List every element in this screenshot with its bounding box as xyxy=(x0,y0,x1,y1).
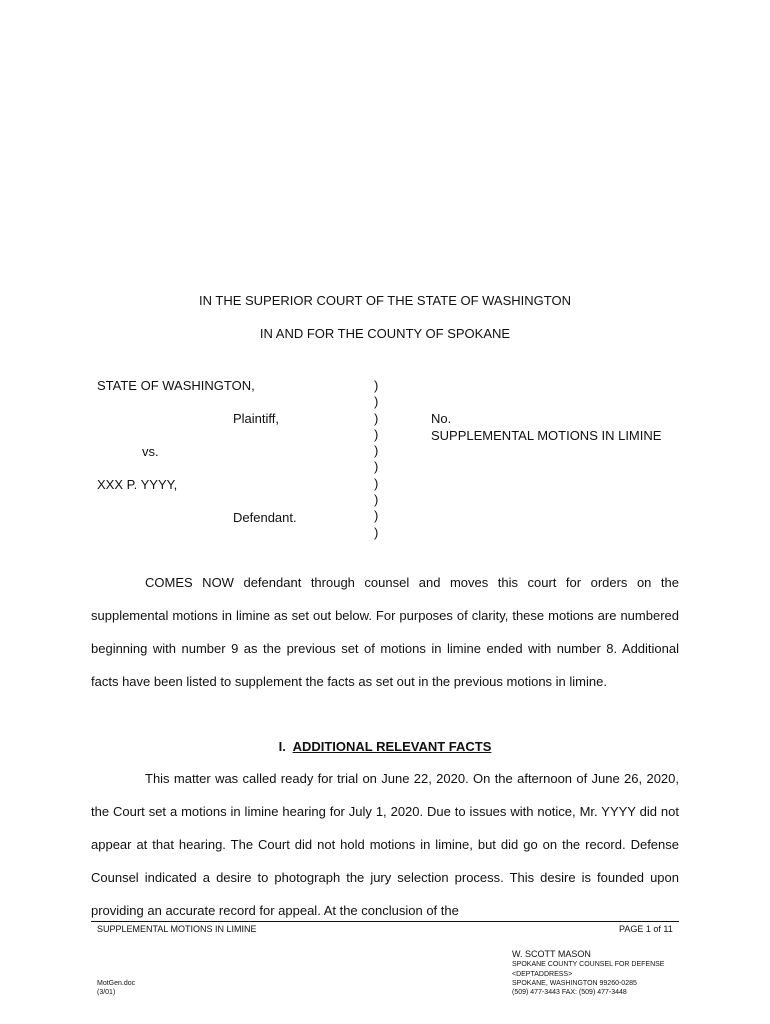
footer-doc-title: SUPPLEMENTAL MOTIONS IN LIMINE xyxy=(97,924,257,934)
attorney-name: W. SCOTT MASON xyxy=(512,949,591,959)
office-department: <DEPTADDRESS> xyxy=(512,971,573,978)
section-number: I. xyxy=(278,739,286,754)
plaintiff-label: Plaintiff, xyxy=(233,411,280,426)
office-name: SPOKANE COUNTY COUNSEL FOR DEFENSE xyxy=(512,961,665,968)
revision-date: (3/01) xyxy=(97,989,116,996)
caption-paren: ) xyxy=(374,492,379,508)
caption-divider xyxy=(374,378,378,541)
section-heading xyxy=(0,739,770,754)
caption-paren: ) xyxy=(374,394,379,410)
caption-paren: ) xyxy=(374,508,379,524)
caption-paren: ) xyxy=(374,475,379,491)
section-title: ADDITIONAL RELEVANT FACTS xyxy=(292,739,492,754)
intro-paragraph: COMES NOW defendant through counsel and moves this court for orders on the supplemental motions in limine as set out below. For purposes of clarity, these motions are numbered beginning with number 9 as the previous set of motions in limine ended with number 8. Additional facts have been listed to supplement the facts as set out in the previous motions in limine. xyxy=(91,575,679,689)
footer-page-number: PAGE 1 of 11 xyxy=(619,924,673,934)
defendant-label: Defendant. xyxy=(233,510,297,525)
court-title-line2: IN AND FOR THE COUNTY OF SPOKANE xyxy=(259,326,511,341)
caption-paren: ) xyxy=(374,443,379,459)
plaintiff-name: STATE OF WASHINGTON, xyxy=(97,378,255,393)
facts-paragraph: This matter was called ready for trial on June 22, 2020. On the afternoon of June 26, 2020, the Court set a motions in limine hearing for July 1, 2020. Due to issues with notice, Mr. YYYY did not appear at that hearing. The Court did not hold motions in limine, but did go on the record. Defense Counsel indicated a desire to photograph the jury selection process. This desire is founded upon providing an accurate record for appeal. At the conclusion of the xyxy=(91,771,679,918)
defendant-name: XXX P. YYYY, xyxy=(97,477,178,492)
court-title-line1: IN THE SUPERIOR COURT OF THE STATE OF WASHINGTON xyxy=(199,293,571,308)
footer-divider xyxy=(91,921,679,922)
caption-paren: ) xyxy=(374,524,379,540)
caption-paren: ) xyxy=(374,378,379,393)
case-number: No. xyxy=(431,411,452,426)
office-phone: (509) 477-3443 FAX: (509) 477-3448 xyxy=(512,989,627,996)
caption-paren: ) xyxy=(374,426,379,442)
caption-paren: ) xyxy=(374,410,379,426)
versus-label: vs. xyxy=(142,444,159,459)
caption-paren: ) xyxy=(374,459,379,475)
document-title: SUPPLEMENTAL MOTIONS IN LIMINE xyxy=(431,428,662,443)
file-reference: MotGen.doc xyxy=(97,980,136,987)
office-city: SPOKANE, WASHINGTON 99260-0285 xyxy=(512,980,637,987)
